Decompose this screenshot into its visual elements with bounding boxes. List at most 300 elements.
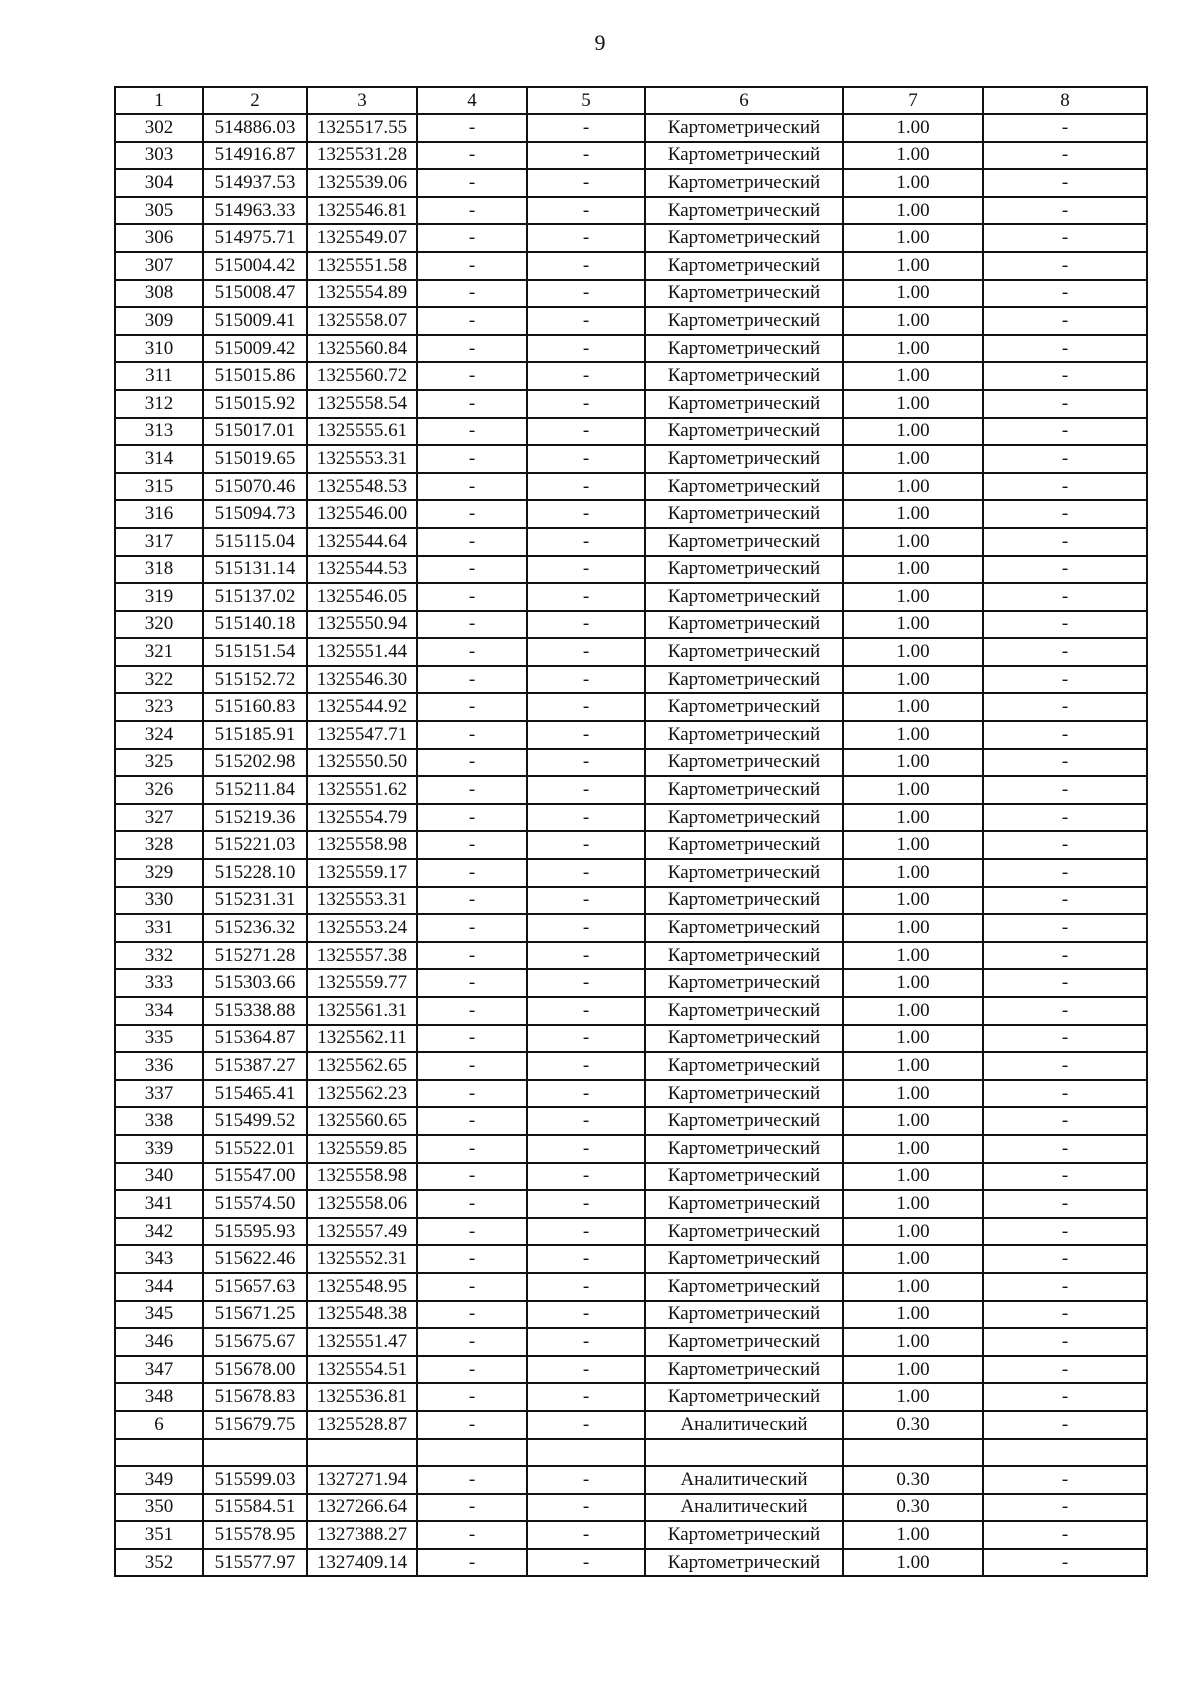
- table-cell-col-4: -: [417, 1107, 527, 1135]
- table-row: [115, 1494, 1147, 1522]
- table-cell-col-2: 515009.41: [203, 307, 307, 335]
- table-cell-col-6: Картометрический: [645, 528, 843, 556]
- table-row: [115, 1549, 1147, 1577]
- table-cell-col-8: -: [983, 804, 1147, 832]
- table-cell-col-4: -: [417, 224, 527, 252]
- table-cell-col-1: 348: [115, 1383, 203, 1411]
- column-header-3: 3: [307, 87, 417, 114]
- table-row: [115, 583, 1147, 611]
- table-cell-col-6: Картометрический: [645, 1025, 843, 1053]
- table-cell-col-8: -: [983, 1107, 1147, 1135]
- table-cell-col-3: 1325558.07: [307, 307, 417, 335]
- table-cell-col-8: -: [983, 1411, 1147, 1439]
- table-cell-col-2: 515657.63: [203, 1273, 307, 1301]
- table-cell-col-2: 515017.01: [203, 418, 307, 446]
- table-row: [115, 252, 1147, 280]
- table-cell-col-7: 1.00: [843, 169, 983, 197]
- table-cell-col-3: 1325559.77: [307, 969, 417, 997]
- table-cell-col-2: 515231.31: [203, 887, 307, 915]
- table-cell-col-1: 6: [115, 1411, 203, 1439]
- table-cell-col-2: 515387.27: [203, 1052, 307, 1080]
- table-cell-col-2: 514916.87: [203, 142, 307, 170]
- table-cell-col-6: Картометрический: [645, 390, 843, 418]
- table-cell-col-3: 1325560.72: [307, 362, 417, 390]
- table-cell-col-7: 1.00: [843, 1163, 983, 1191]
- table-cell-col-5: -: [527, 1411, 645, 1439]
- table-cell-col-8: -: [983, 1135, 1147, 1163]
- table-row: [115, 1245, 1147, 1273]
- table-cell-col-7: 1.00: [843, 1273, 983, 1301]
- table-row: [115, 638, 1147, 666]
- table-cell-col-5: -: [527, 1135, 645, 1163]
- table-cell-col-7: 1.00: [843, 1190, 983, 1218]
- table-cell-col-1: 306: [115, 224, 203, 252]
- table-cell-col-3: 1325560.65: [307, 1107, 417, 1135]
- table-cell-col-4: -: [417, 500, 527, 528]
- table-row: [115, 1135, 1147, 1163]
- table-cell-col-6: Картометрический: [645, 335, 843, 363]
- column-header-5: 5: [527, 87, 645, 114]
- table-cell-col-6: Картометрический: [645, 914, 843, 942]
- table-cell-col-1: 313: [115, 418, 203, 446]
- table-cell-col-5: -: [527, 1466, 645, 1494]
- table-cell-col-5: -: [527, 1549, 645, 1577]
- table-cell-col-2: 515160.83: [203, 693, 307, 721]
- table-cell-col-5: -: [527, 1107, 645, 1135]
- table-cell-col-7: 1.00: [843, 997, 983, 1025]
- table-cell-col-3: 1325555.61: [307, 418, 417, 446]
- table-cell-col-5: -: [527, 942, 645, 970]
- table-cell-col-4: -: [417, 1135, 527, 1163]
- table-cell-col-1: 302: [115, 114, 203, 142]
- table-cell-col-2: [203, 1439, 307, 1467]
- table-cell-col-4: -: [417, 362, 527, 390]
- table-cell-col-5: -: [527, 1025, 645, 1053]
- table-cell-col-5: -: [527, 1328, 645, 1356]
- table-row: [115, 804, 1147, 832]
- table-cell-col-3: 1325558.54: [307, 390, 417, 418]
- table-cell-col-5: -: [527, 611, 645, 639]
- table-cell-col-5: -: [527, 528, 645, 556]
- table-cell-col-7: 1.00: [843, 583, 983, 611]
- table-cell-col-2: 515678.00: [203, 1356, 307, 1384]
- table-cell-col-3: 1325528.87: [307, 1411, 417, 1439]
- table-row: [115, 500, 1147, 528]
- table-cell-col-8: -: [983, 1190, 1147, 1218]
- table-cell-col-8: -: [983, 362, 1147, 390]
- table-cell-col-6: Картометрический: [645, 280, 843, 308]
- table-cell-col-7: 1.00: [843, 473, 983, 501]
- table-cell-col-5: -: [527, 280, 645, 308]
- table-cell-col-2: 515202.98: [203, 749, 307, 777]
- table-cell-col-7: 1.00: [843, 307, 983, 335]
- table-cell-col-8: -: [983, 997, 1147, 1025]
- table-cell-col-7: 1.00: [843, 528, 983, 556]
- table-cell-col-4: -: [417, 914, 527, 942]
- table-cell-col-7: 1.00: [843, 942, 983, 970]
- table-cell-col-2: 514937.53: [203, 169, 307, 197]
- table-cell-col-6: Картометрический: [645, 1163, 843, 1191]
- table-cell-col-1: 325: [115, 749, 203, 777]
- table-cell-col-2: 515577.97: [203, 1549, 307, 1577]
- table-cell-col-8: -: [983, 914, 1147, 942]
- table-cell-col-2: 515070.46: [203, 473, 307, 501]
- table-row: [115, 914, 1147, 942]
- table-cell-col-1: 330: [115, 887, 203, 915]
- table-cell-col-7: 1.00: [843, 638, 983, 666]
- column-header-2: 2: [203, 87, 307, 114]
- table-row: [115, 390, 1147, 418]
- table-cell-col-3: 1327388.27: [307, 1521, 417, 1549]
- table-cell-col-5: -: [527, 721, 645, 749]
- table-cell-col-3: 1325557.49: [307, 1218, 417, 1246]
- table-cell-col-5: -: [527, 666, 645, 694]
- table-cell-col-6: Картометрический: [645, 445, 843, 473]
- table-cell-col-6: Картометрический: [645, 1245, 843, 1273]
- table-cell-col-7: 1.00: [843, 914, 983, 942]
- table-cell-col-2: 515115.04: [203, 528, 307, 556]
- table-cell-col-6: Картометрический: [645, 1107, 843, 1135]
- table-cell-col-2: 515211.84: [203, 776, 307, 804]
- table-cell-col-3: 1325559.17: [307, 859, 417, 887]
- table-cell-col-1: 343: [115, 1245, 203, 1273]
- table-cell-col-8: -: [983, 1494, 1147, 1522]
- table-cell-col-4: -: [417, 749, 527, 777]
- table-cell-col-8: -: [983, 224, 1147, 252]
- table-cell-col-6: Картометрический: [645, 197, 843, 225]
- table-row: [115, 1163, 1147, 1191]
- table-cell-col-6: Картометрический: [645, 224, 843, 252]
- table-cell-col-5: -: [527, 142, 645, 170]
- table-cell-col-3: 1325544.64: [307, 528, 417, 556]
- table-cell-col-5: -: [527, 749, 645, 777]
- table-cell-col-3: 1325551.44: [307, 638, 417, 666]
- table-row: [115, 776, 1147, 804]
- table-cell-col-7: 1.00: [843, 445, 983, 473]
- table-cell-col-6: Картометрический: [645, 500, 843, 528]
- table-cell-col-4: -: [417, 969, 527, 997]
- table-cell-col-3: 1325551.62: [307, 776, 417, 804]
- table-cell-col-4: -: [417, 831, 527, 859]
- table-cell-col-4: -: [417, 1245, 527, 1273]
- table-cell-col-1: 332: [115, 942, 203, 970]
- table-row: [115, 1383, 1147, 1411]
- table-cell-col-8: -: [983, 638, 1147, 666]
- table-cell-col-6: Картометрический: [645, 114, 843, 142]
- table-cell-col-1: 339: [115, 1135, 203, 1163]
- table-cell-col-7: 1.00: [843, 1328, 983, 1356]
- table-cell-col-5: -: [527, 1245, 645, 1273]
- table-cell-col-3: 1325517.55: [307, 114, 417, 142]
- table-cell-col-7: 1.00: [843, 335, 983, 363]
- table-cell-col-5: -: [527, 969, 645, 997]
- table-cell-col-1: 349: [115, 1466, 203, 1494]
- table-cell-col-8: -: [983, 1025, 1147, 1053]
- table-cell-col-4: -: [417, 169, 527, 197]
- table-cell-col-5: -: [527, 859, 645, 887]
- table-cell-col-7: 1.00: [843, 500, 983, 528]
- table-cell-col-2: 515140.18: [203, 611, 307, 639]
- table-cell-col-8: -: [983, 1356, 1147, 1384]
- table-cell-col-1: 341: [115, 1190, 203, 1218]
- table-cell-col-6: Картометрический: [645, 1080, 843, 1108]
- table-cell-col-2: 515221.03: [203, 831, 307, 859]
- table-cell-col-5: -: [527, 831, 645, 859]
- table-cell-col-5: -: [527, 1273, 645, 1301]
- table-cell-col-1: 312: [115, 390, 203, 418]
- table-cell-col-7: 1.00: [843, 556, 983, 584]
- table-cell-col-6: Картометрический: [645, 638, 843, 666]
- table-cell-col-4: -: [417, 1356, 527, 1384]
- table-separator-row: [115, 1439, 1147, 1467]
- table-cell-col-5: -: [527, 1218, 645, 1246]
- table-cell-col-7: 1.00: [843, 197, 983, 225]
- table-cell-col-3: 1325546.30: [307, 666, 417, 694]
- table-cell-col-1: 346: [115, 1328, 203, 1356]
- table-row: [115, 1301, 1147, 1329]
- table-cell-col-2: 515671.25: [203, 1301, 307, 1329]
- table-cell-col-1: 309: [115, 307, 203, 335]
- table-cell-col-6: Картометрический: [645, 583, 843, 611]
- table-cell-col-4: -: [417, 942, 527, 970]
- table-cell-col-1: 320: [115, 611, 203, 639]
- table-cell-col-6: Картометрический: [645, 693, 843, 721]
- table-cell-col-6: Картометрический: [645, 1383, 843, 1411]
- table-cell-col-2: 515137.02: [203, 583, 307, 611]
- table-cell-col-4: -: [417, 1494, 527, 1522]
- table-cell-col-3: 1325544.53: [307, 556, 417, 584]
- table-cell-col-3: 1325553.24: [307, 914, 417, 942]
- table-cell-col-5: -: [527, 556, 645, 584]
- table-cell-col-6: Картометрический: [645, 142, 843, 170]
- table-cell-col-2: 515499.52: [203, 1107, 307, 1135]
- table-row: [115, 1107, 1147, 1135]
- table-cell-col-8: -: [983, 831, 1147, 859]
- table-cell-col-5: -: [527, 997, 645, 1025]
- table-cell-col-5: -: [527, 418, 645, 446]
- table-cell-col-7: 1.00: [843, 114, 983, 142]
- table-cell-col-3: 1325558.98: [307, 831, 417, 859]
- table-cell-col-5: -: [527, 804, 645, 832]
- table-cell-col-4: -: [417, 776, 527, 804]
- table-cell-col-5: -: [527, 252, 645, 280]
- table-cell-col-1: 303: [115, 142, 203, 170]
- table-cell-col-2: 515015.92: [203, 390, 307, 418]
- table-cell-col-8: -: [983, 142, 1147, 170]
- table-cell-col-3: 1327409.14: [307, 1549, 417, 1577]
- table-cell-col-7: 1.00: [843, 1521, 983, 1549]
- table-row: [115, 1052, 1147, 1080]
- table-cell-col-1: 333: [115, 969, 203, 997]
- table-row: [115, 859, 1147, 887]
- table-cell-col-1: 347: [115, 1356, 203, 1384]
- table-row: [115, 280, 1147, 308]
- table-cell-col-5: -: [527, 1190, 645, 1218]
- table-row: [115, 197, 1147, 225]
- table-cell-col-2: 515131.14: [203, 556, 307, 584]
- table-cell-col-6: Картометрический: [645, 1273, 843, 1301]
- table-cell-col-8: -: [983, 445, 1147, 473]
- table-cell-col-7: 1.00: [843, 418, 983, 446]
- table-cell-col-1: 318: [115, 556, 203, 584]
- table-cell-col-2: 515578.95: [203, 1521, 307, 1549]
- table-cell-col-4: -: [417, 638, 527, 666]
- table-row: [115, 445, 1147, 473]
- table-cell-col-7: 1.00: [843, 1301, 983, 1329]
- table-cell-col-8: -: [983, 1466, 1147, 1494]
- table-cell-col-5: -: [527, 638, 645, 666]
- table-cell-col-3: 1325546.81: [307, 197, 417, 225]
- table-cell-col-3: 1325558.98: [307, 1163, 417, 1191]
- table-cell-col-7: 1.00: [843, 1135, 983, 1163]
- table-cell-col-8: -: [983, 1521, 1147, 1549]
- table-cell-col-4: -: [417, 1052, 527, 1080]
- table-cell-col-3: 1325553.31: [307, 887, 417, 915]
- table-cell-col-5: -: [527, 1383, 645, 1411]
- table-cell-col-7: 1.00: [843, 1356, 983, 1384]
- table-cell-col-7: 1.00: [843, 1218, 983, 1246]
- table-cell-col-4: -: [417, 859, 527, 887]
- table-cell-col-5: -: [527, 693, 645, 721]
- table-cell-col-2: 514963.33: [203, 197, 307, 225]
- table-cell-col-1: 305: [115, 197, 203, 225]
- table-cell-col-8: -: [983, 1218, 1147, 1246]
- table-cell-col-5: -: [527, 197, 645, 225]
- table-cell-col-5: -: [527, 776, 645, 804]
- table-cell-col-4: -: [417, 556, 527, 584]
- table-cell-col-4: -: [417, 280, 527, 308]
- table-cell-col-4: -: [417, 1025, 527, 1053]
- table-cell-col-4: -: [417, 1301, 527, 1329]
- table-cell-col-3: 1325553.31: [307, 445, 417, 473]
- table-cell-col-8: -: [983, 1052, 1147, 1080]
- table-cell-col-1: 340: [115, 1163, 203, 1191]
- table-cell-col-2: 515008.47: [203, 280, 307, 308]
- table-cell-col-4: -: [417, 1466, 527, 1494]
- table-cell-col-7: 1.00: [843, 1245, 983, 1273]
- table-cell-col-7: 1.00: [843, 859, 983, 887]
- table-cell-col-1: 322: [115, 666, 203, 694]
- table-row: [115, 1356, 1147, 1384]
- table-cell-col-6: Картометрический: [645, 418, 843, 446]
- table-cell-col-8: -: [983, 528, 1147, 556]
- table-cell-col-7: 1.00: [843, 224, 983, 252]
- table-cell-col-1: 337: [115, 1080, 203, 1108]
- table-cell-col-8: -: [983, 721, 1147, 749]
- table-cell-col-5: -: [527, 1052, 645, 1080]
- table-cell-col-1: 321: [115, 638, 203, 666]
- table-cell-col-7: 1.00: [843, 831, 983, 859]
- table-cell-col-2: 515219.36: [203, 804, 307, 832]
- table-cell-col-3: 1325548.95: [307, 1273, 417, 1301]
- table-cell-col-6: Картометрический: [645, 1301, 843, 1329]
- table-row: [115, 721, 1147, 749]
- table-cell-col-1: 324: [115, 721, 203, 749]
- table-cell-col-4: -: [417, 693, 527, 721]
- table-cell-col-5: -: [527, 362, 645, 390]
- table-cell-col-4: -: [417, 335, 527, 363]
- table-cell-col-4: -: [417, 1218, 527, 1246]
- table-cell-col-6: Картометрический: [645, 1521, 843, 1549]
- table-cell-col-4: -: [417, 721, 527, 749]
- table-cell-col-2: 515574.50: [203, 1190, 307, 1218]
- table-cell-col-6: Картометрический: [645, 997, 843, 1025]
- table-row: [115, 1411, 1147, 1439]
- table-row: [115, 418, 1147, 446]
- table-cell-col-2: 514886.03: [203, 114, 307, 142]
- table-row: [115, 528, 1147, 556]
- table-cell-col-2: 515364.87: [203, 1025, 307, 1053]
- table-cell-col-4: -: [417, 1080, 527, 1108]
- table-cell-col-3: 1325562.11: [307, 1025, 417, 1053]
- column-header-8: 8: [983, 87, 1147, 114]
- table-row: [115, 666, 1147, 694]
- table-cell-col-4: -: [417, 1521, 527, 1549]
- table-cell-col-8: -: [983, 473, 1147, 501]
- table-cell-col-2: 515004.42: [203, 252, 307, 280]
- table-cell-col-4: -: [417, 445, 527, 473]
- table-cell-col-6: Картометрический: [645, 1328, 843, 1356]
- table-cell-col-5: -: [527, 224, 645, 252]
- table-cell-col-8: -: [983, 335, 1147, 363]
- table-cell-col-3: 1325550.94: [307, 611, 417, 639]
- table-row: [115, 969, 1147, 997]
- table-cell-col-7: [843, 1439, 983, 1467]
- table-cell-col-6: Картометрический: [645, 804, 843, 832]
- table-cell-col-8: -: [983, 1549, 1147, 1577]
- table-cell-col-8: -: [983, 169, 1147, 197]
- table-cell-col-5: -: [527, 500, 645, 528]
- table-cell-col-8: -: [983, 418, 1147, 446]
- table-cell-col-1: 336: [115, 1052, 203, 1080]
- table-cell-col-1: 304: [115, 169, 203, 197]
- table-cell-col-6: Картометрический: [645, 473, 843, 501]
- table-cell-col-1: 328: [115, 831, 203, 859]
- table-cell-col-6: Картометрический: [645, 749, 843, 777]
- table-row: [115, 997, 1147, 1025]
- table-cell-col-6: Картометрический: [645, 859, 843, 887]
- table-cell-col-4: -: [417, 473, 527, 501]
- table-cell-col-7: 1.00: [843, 666, 983, 694]
- table-cell-col-6: Картометрический: [645, 611, 843, 639]
- table-cell-col-7: 1.00: [843, 611, 983, 639]
- table-cell-col-8: -: [983, 583, 1147, 611]
- table-cell-col-1: 323: [115, 693, 203, 721]
- table-cell-col-6: [645, 1439, 843, 1467]
- table-cell-col-2: 515522.01: [203, 1135, 307, 1163]
- table-row: [115, 749, 1147, 777]
- table-cell-col-4: -: [417, 666, 527, 694]
- table-cell-col-6: Аналитический: [645, 1411, 843, 1439]
- table-cell-col-3: 1325546.00: [307, 500, 417, 528]
- table-cell-col-3: 1325548.53: [307, 473, 417, 501]
- table-cell-col-8: -: [983, 969, 1147, 997]
- table-cell-col-3: 1325559.85: [307, 1135, 417, 1163]
- table-cell-col-1: 307: [115, 252, 203, 280]
- table-cell-col-8: -: [983, 280, 1147, 308]
- table-cell-col-8: -: [983, 942, 1147, 970]
- table-cell-col-7: 1.00: [843, 1107, 983, 1135]
- table-cell-col-1: 308: [115, 280, 203, 308]
- table-row: [115, 142, 1147, 170]
- table-cell-col-6: Картометрический: [645, 362, 843, 390]
- table-cell-col-2: 515584.51: [203, 1494, 307, 1522]
- table-row: [115, 1218, 1147, 1246]
- table-row: [115, 556, 1147, 584]
- table-cell-col-6: Аналитический: [645, 1466, 843, 1494]
- table-cell-col-6: Картометрический: [645, 1218, 843, 1246]
- table-cell-col-7: 1.00: [843, 969, 983, 997]
